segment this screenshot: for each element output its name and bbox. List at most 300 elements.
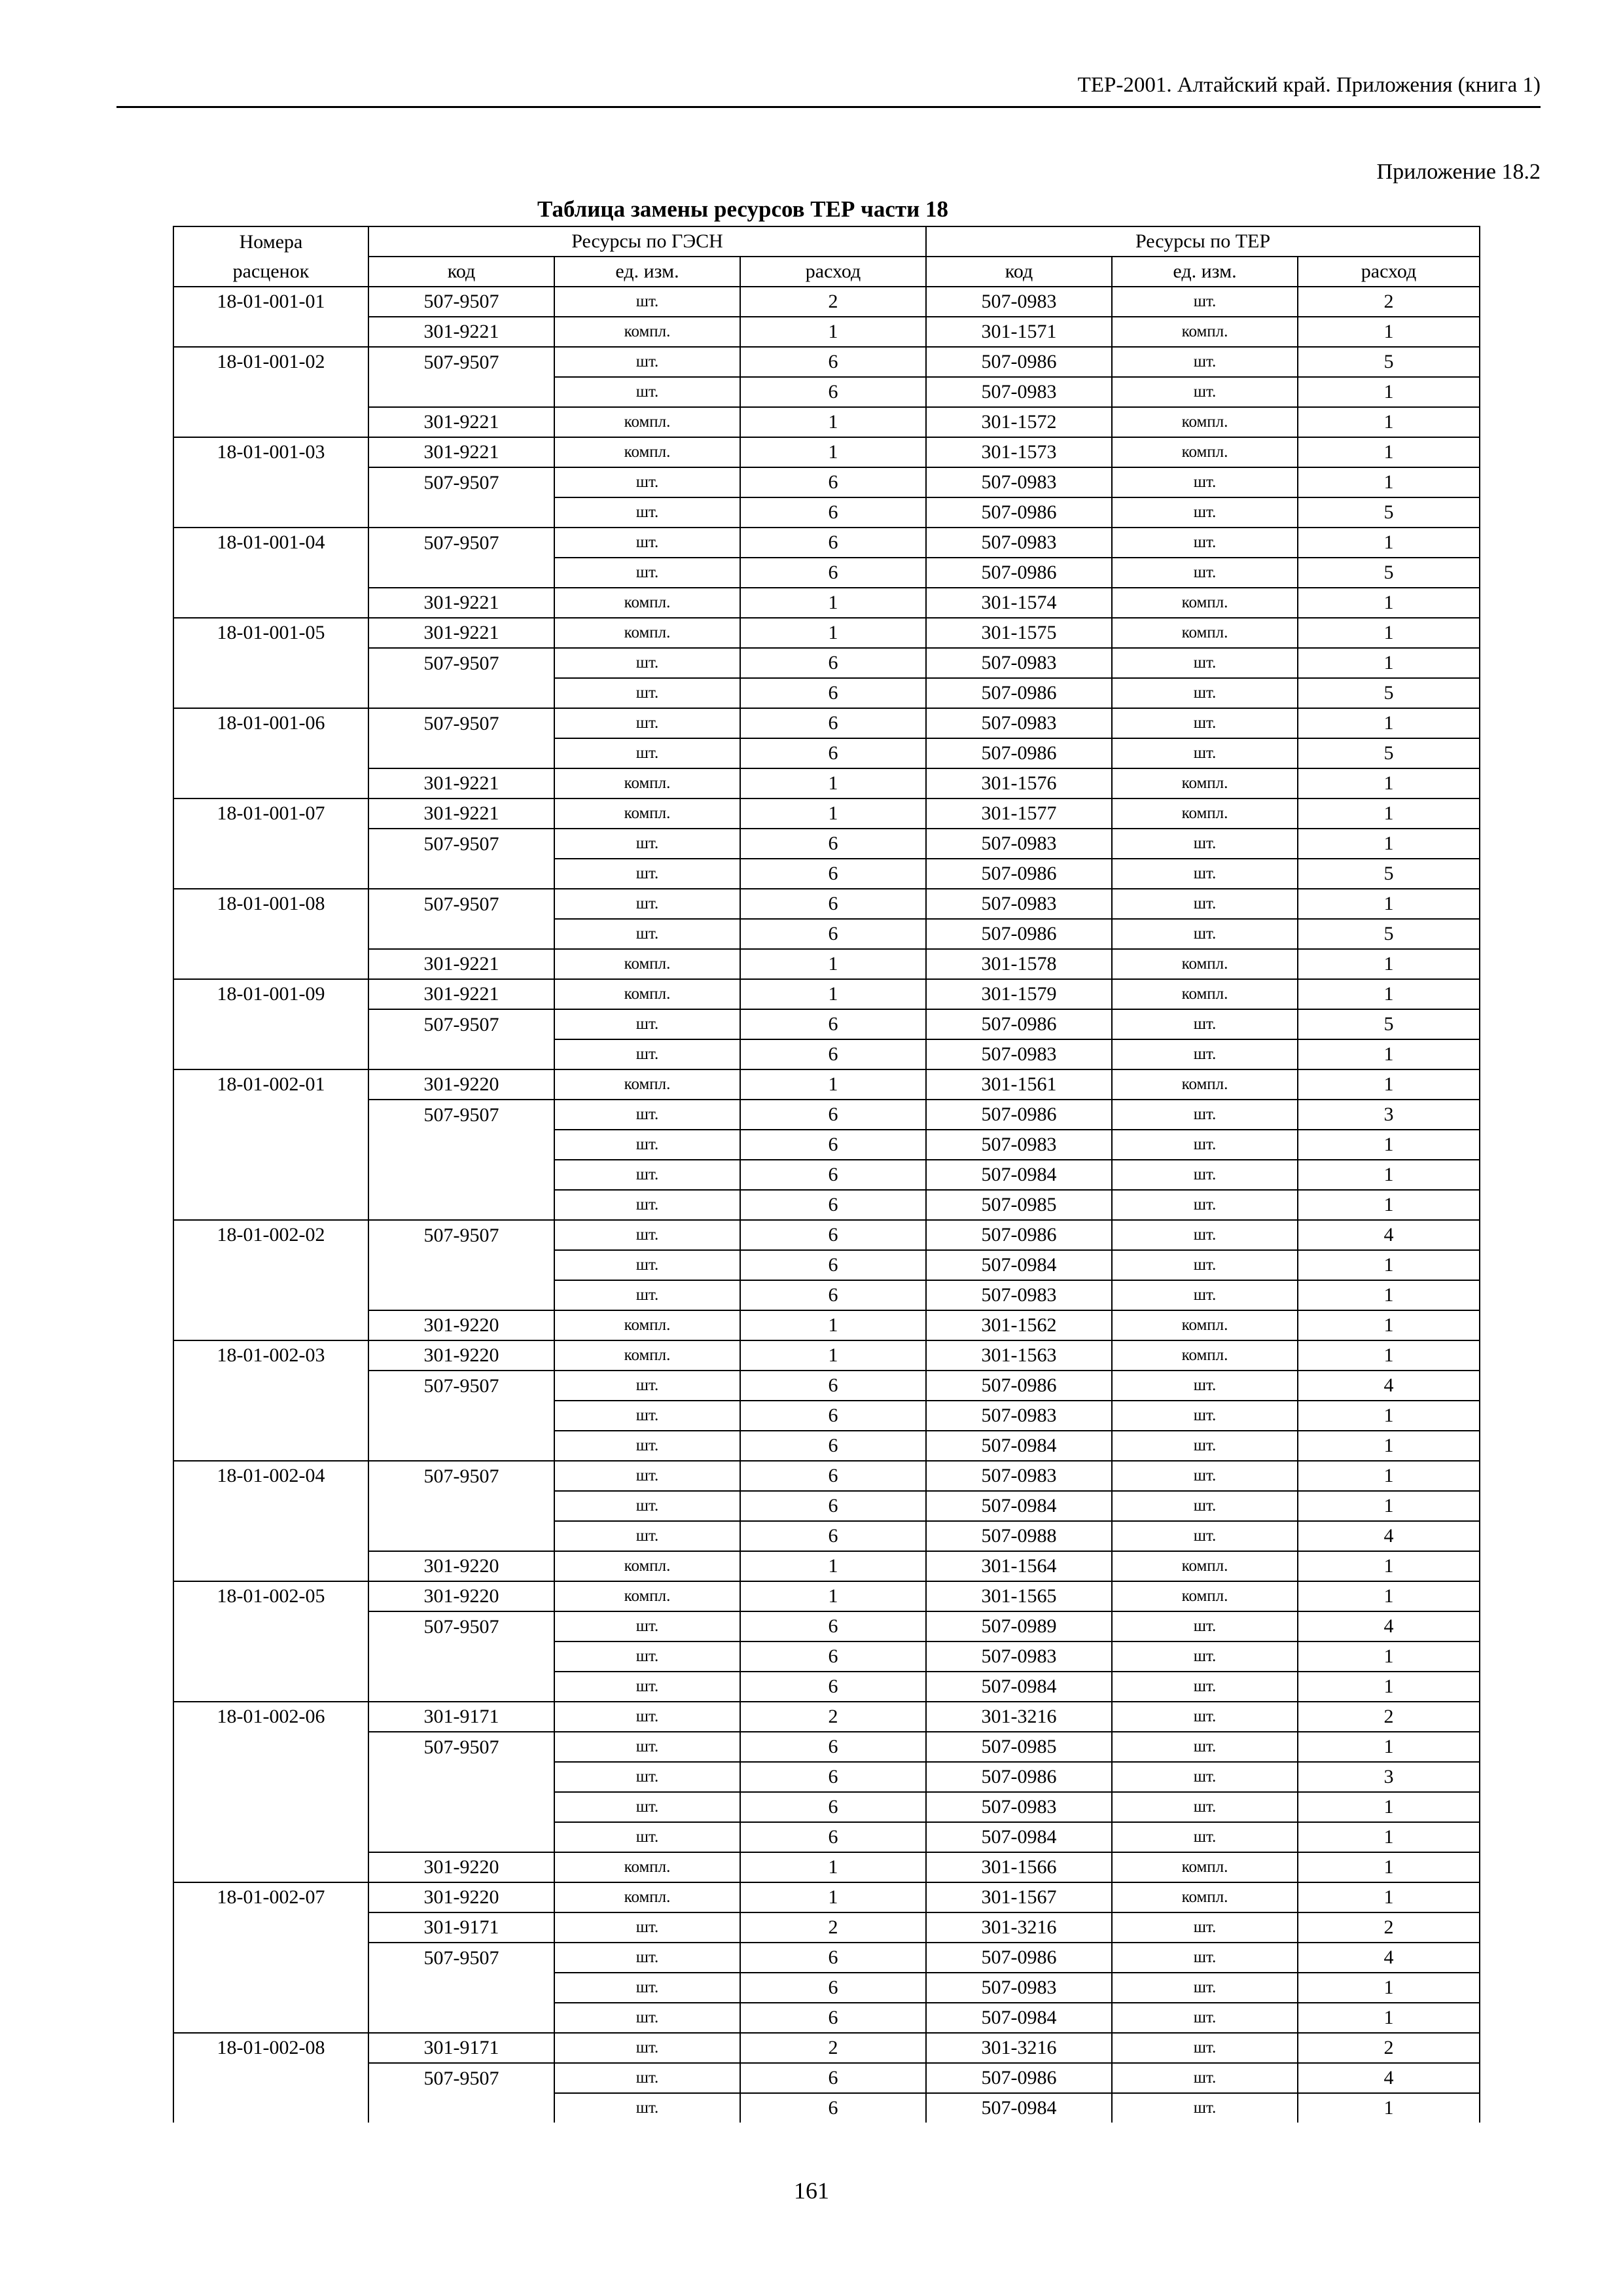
table-row (173, 678, 1480, 708)
appendix-label: Приложение 18.2 (1376, 160, 1541, 184)
table-row (173, 1822, 1480, 1852)
gesn-unit-cell: компл. (554, 1310, 740, 1340)
rate-number: 18-01-002-06 (173, 1702, 368, 1882)
ter-unit-cell: шт. (1112, 377, 1298, 407)
gesn-code-cell (368, 1521, 554, 1551)
ter-code-cell: 507-0986 (926, 1943, 1112, 1973)
ter-amount-cell: 1 (1298, 1250, 1480, 1280)
table-row (173, 1100, 1480, 1130)
table-row (173, 1401, 1480, 1431)
ter-code-cell: 507-0983 (926, 1973, 1112, 2003)
ter-amount-cell: 1 (1298, 437, 1480, 467)
ter-amount-cell: 3 (1298, 1100, 1480, 1130)
table-row (173, 1672, 1480, 1702)
ter-unit-cell: шт. (1112, 467, 1298, 497)
ter-amount-cell: 1 (1298, 1822, 1480, 1852)
ter-unit-cell: шт. (1112, 497, 1298, 528)
table-row (173, 1581, 1480, 1611)
ter-code-cell: 507-0984 (926, 1250, 1112, 1280)
gesn-amount-cell: 1 (740, 437, 926, 467)
gesn-code-cell: 507-9507 (368, 829, 554, 859)
gesn-code-cell: 507-9507 (368, 1009, 554, 1039)
ter-amount-cell: 1 (1298, 1641, 1480, 1672)
gesn-amount-cell: 6 (740, 1822, 926, 1852)
ter-amount-cell: 1 (1298, 1852, 1480, 1882)
ter-amount-cell: 4 (1298, 2063, 1480, 2093)
ter-amount-cell: 1 (1298, 1340, 1480, 1371)
table-row (173, 1551, 1480, 1581)
ter-unit-cell: шт. (1112, 2093, 1298, 2123)
gesn-amount-cell: 1 (740, 979, 926, 1009)
gesn-amount-cell: 1 (740, 407, 926, 437)
gesn-amount-cell: 1 (740, 768, 926, 798)
gesn-unit-cell: шт. (554, 738, 740, 768)
ter-code-cell: 301-3216 (926, 1702, 1112, 1732)
gesn-unit-cell: шт. (554, 1250, 740, 1280)
gesn-amount-cell: 2 (740, 1912, 926, 1943)
gesn-unit-cell: шт. (554, 1160, 740, 1190)
rate-number: 18-01-001-08 (173, 889, 368, 979)
ter-amount-cell: 1 (1298, 979, 1480, 1009)
gesn-amount-cell: 6 (740, 467, 926, 497)
gesn-amount-cell: 6 (740, 497, 926, 528)
table-row (173, 1190, 1480, 1220)
gesn-amount-cell: 6 (740, 1762, 926, 1792)
gesn-code-cell (368, 1973, 554, 2003)
ter-code-cell: 507-0984 (926, 2093, 1112, 2123)
table-row (173, 1009, 1480, 1039)
gesn-unit-cell: компл. (554, 437, 740, 467)
gesn-amount-cell: 6 (740, 1220, 926, 1250)
ter-amount-cell: 1 (1298, 1672, 1480, 1702)
header-gesn-unit: ед. изм. (554, 257, 740, 287)
ter-unit-cell: шт. (1112, 1250, 1298, 1280)
ter-code-cell: 301-1564 (926, 1551, 1112, 1581)
table-row (173, 1310, 1480, 1340)
ter-amount-cell: 1 (1298, 2003, 1480, 2033)
ter-code-cell: 507-0983 (926, 1130, 1112, 1160)
ter-unit-cell: шт. (1112, 1280, 1298, 1310)
table-row (173, 2093, 1480, 2123)
ter-amount-cell: 1 (1298, 648, 1480, 678)
ter-unit-cell: шт. (1112, 1130, 1298, 1160)
ter-amount-cell: 1 (1298, 1461, 1480, 1491)
ter-code-cell: 507-0983 (926, 1792, 1112, 1822)
running-header: ТЕР-2001. Алтайский край. Приложения (книга 1) (1077, 73, 1541, 97)
resource-replacement-table (173, 226, 1480, 2123)
ter-unit-cell: шт. (1112, 1009, 1298, 1039)
ter-amount-cell: 2 (1298, 1702, 1480, 1732)
gesn-code-cell (368, 1672, 554, 1702)
gesn-code-cell: 507-9507 (368, 889, 554, 919)
gesn-code-cell (368, 1822, 554, 1852)
gesn-amount-cell: 1 (740, 1551, 926, 1581)
gesn-unit-cell: компл. (554, 768, 740, 798)
gesn-code-cell: 507-9507 (368, 1943, 554, 1973)
gesn-unit-cell: компл. (554, 618, 740, 648)
gesn-unit-cell: шт. (554, 467, 740, 497)
table-row (173, 1069, 1480, 1100)
ter-code-cell: 507-0983 (926, 1461, 1112, 1491)
ter-amount-cell: 1 (1298, 1160, 1480, 1190)
ter-amount-cell: 5 (1298, 859, 1480, 889)
ter-unit-cell: шт. (1112, 1220, 1298, 1250)
table-row (173, 1973, 1480, 2003)
table-row (173, 919, 1480, 949)
table-title: Таблица замены ресурсов ТЕР части 18 (537, 196, 948, 222)
gesn-amount-cell: 1 (740, 588, 926, 618)
ter-amount-cell: 5 (1298, 558, 1480, 588)
ter-amount-cell: 1 (1298, 1190, 1480, 1220)
ter-unit-cell: шт. (1112, 1672, 1298, 1702)
table-row (173, 1160, 1480, 1190)
page-number: 161 (794, 2178, 829, 2204)
gesn-unit-cell: шт. (554, 558, 740, 588)
ter-amount-cell: 1 (1298, 588, 1480, 618)
gesn-unit-cell: компл. (554, 798, 740, 829)
ter-unit-cell: шт. (1112, 2033, 1298, 2063)
ter-code-cell: 507-0988 (926, 1521, 1112, 1551)
ter-amount-cell: 1 (1298, 1039, 1480, 1069)
gesn-code-cell: 301-9221 (368, 979, 554, 1009)
gesn-amount-cell: 6 (740, 1130, 926, 1160)
gesn-code-cell: 507-9507 (368, 467, 554, 497)
ter-code-cell: 507-0983 (926, 829, 1112, 859)
gesn-unit-cell: шт. (554, 1371, 740, 1401)
gesn-unit-cell: шт. (554, 678, 740, 708)
ter-amount-cell: 5 (1298, 347, 1480, 377)
table-row (173, 979, 1480, 1009)
gesn-code-cell (368, 1250, 554, 1280)
ter-code-cell: 507-0983 (926, 377, 1112, 407)
table-row (173, 1882, 1480, 1912)
ter-amount-cell: 1 (1298, 1973, 1480, 2003)
ter-amount-cell: 1 (1298, 407, 1480, 437)
gesn-amount-cell: 6 (740, 678, 926, 708)
gesn-code-cell: 507-9507 (368, 648, 554, 678)
gesn-unit-cell: шт. (554, 1100, 740, 1130)
table-row (173, 528, 1480, 558)
table-row (173, 708, 1480, 738)
table-row (173, 1220, 1480, 1250)
ter-code-cell: 507-0983 (926, 1401, 1112, 1431)
gesn-code-cell (368, 558, 554, 588)
rate-number: 18-01-001-02 (173, 347, 368, 437)
gesn-amount-cell: 6 (740, 1672, 926, 1702)
gesn-code-cell: 301-9171 (368, 1702, 554, 1732)
rate-number: 18-01-001-04 (173, 528, 368, 618)
ter-amount-cell: 1 (1298, 467, 1480, 497)
gesn-unit-cell: шт. (554, 1431, 740, 1461)
ter-unit-cell: шт. (1112, 1702, 1298, 1732)
gesn-amount-cell: 6 (740, 2063, 926, 2093)
gesn-amount-cell: 6 (740, 1401, 926, 1431)
gesn-amount-cell: 6 (740, 558, 926, 588)
gesn-unit-cell: шт. (554, 889, 740, 919)
gesn-amount-cell: 6 (740, 1100, 926, 1130)
ter-unit-cell: шт. (1112, 1912, 1298, 1943)
gesn-code-cell: 507-9507 (368, 2063, 554, 2093)
ter-code-cell: 507-0986 (926, 738, 1112, 768)
rate-number: 18-01-002-08 (173, 2033, 368, 2123)
gesn-amount-cell: 1 (740, 1882, 926, 1912)
gesn-amount-cell: 6 (740, 859, 926, 889)
ter-code-cell: 507-0983 (926, 889, 1112, 919)
gesn-unit-cell: шт. (554, 1943, 740, 1973)
ter-unit-cell: шт. (1112, 738, 1298, 768)
gesn-code-cell: 301-9220 (368, 1581, 554, 1611)
ter-amount-cell: 1 (1298, 1551, 1480, 1581)
gesn-code-cell: 507-9507 (368, 1100, 554, 1130)
gesn-code-cell: 507-9507 (368, 347, 554, 377)
gesn-amount-cell: 2 (740, 2033, 926, 2063)
gesn-code-cell (368, 1190, 554, 1220)
gesn-code-cell (368, 1792, 554, 1822)
gesn-unit-cell: компл. (554, 1852, 740, 1882)
gesn-unit-cell: шт. (554, 1792, 740, 1822)
ter-code-cell: 507-0985 (926, 1190, 1112, 1220)
ter-amount-cell: 2 (1298, 2033, 1480, 2063)
header-rule (116, 106, 1541, 108)
ter-unit-cell: шт. (1112, 1641, 1298, 1672)
table-row (173, 2003, 1480, 2033)
gesn-code-cell: 301-9221 (368, 618, 554, 648)
gesn-code-cell: 301-9221 (368, 768, 554, 798)
ter-amount-cell: 1 (1298, 1491, 1480, 1521)
gesn-unit-cell: шт. (554, 1190, 740, 1220)
table-row (173, 558, 1480, 588)
gesn-amount-cell: 6 (740, 889, 926, 919)
ter-code-cell: 507-0983 (926, 1280, 1112, 1310)
table-row (173, 1732, 1480, 1762)
ter-unit-cell: шт. (1112, 1822, 1298, 1852)
gesn-unit-cell: компл. (554, 1069, 740, 1100)
gesn-unit-cell: шт. (554, 2063, 740, 2093)
ter-unit-cell: шт. (1112, 2063, 1298, 2093)
table-row (173, 1491, 1480, 1521)
ter-unit-cell: шт. (1112, 678, 1298, 708)
ter-code-cell: 507-0989 (926, 1611, 1112, 1641)
ter-code-cell: 507-0983 (926, 708, 1112, 738)
gesn-amount-cell: 6 (740, 528, 926, 558)
ter-amount-cell: 1 (1298, 889, 1480, 919)
gesn-amount-cell: 6 (740, 829, 926, 859)
gesn-unit-cell: компл. (554, 1581, 740, 1611)
ter-code-cell: 301-1563 (926, 1340, 1112, 1371)
table-row (173, 1912, 1480, 1943)
gesn-amount-cell: 1 (740, 1310, 926, 1340)
ter-amount-cell: 1 (1298, 1882, 1480, 1912)
table-row (173, 889, 1480, 919)
gesn-code-cell: 301-9171 (368, 2033, 554, 2063)
ter-unit-cell: шт. (1112, 1973, 1298, 2003)
gesn-code-cell: 507-9507 (368, 287, 554, 317)
ter-unit-cell: компл. (1112, 437, 1298, 467)
table-row (173, 407, 1480, 437)
gesn-unit-cell: компл. (554, 1340, 740, 1371)
table-row (173, 1250, 1480, 1280)
ter-unit-cell: компл. (1112, 1310, 1298, 1340)
table-row (173, 1371, 1480, 1401)
ter-code-cell: 301-1578 (926, 949, 1112, 979)
ter-amount-cell: 4 (1298, 1611, 1480, 1641)
gesn-amount-cell: 1 (740, 798, 926, 829)
table-row (173, 347, 1480, 377)
gesn-unit-cell: компл. (554, 317, 740, 347)
ter-code-cell: 301-3216 (926, 2033, 1112, 2063)
rate-number: 18-01-001-09 (173, 979, 368, 1069)
gesn-unit-cell: шт. (554, 1641, 740, 1672)
table-row (173, 437, 1480, 467)
ter-amount-cell: 1 (1298, 1310, 1480, 1340)
ter-code-cell: 507-0986 (926, 1371, 1112, 1401)
header-gesn-group: Ресурсы по ГЭСН (368, 226, 926, 257)
gesn-unit-cell: шт. (554, 1732, 740, 1762)
ter-unit-cell: компл. (1112, 1551, 1298, 1581)
table-row (173, 859, 1480, 889)
gesn-unit-cell: компл. (554, 407, 740, 437)
gesn-code-cell (368, 377, 554, 407)
ter-code-cell: 507-0986 (926, 1100, 1112, 1130)
header-number-top: Номера (173, 226, 368, 257)
gesn-amount-cell: 6 (740, 1611, 926, 1641)
table-row (173, 1039, 1480, 1069)
gesn-code-cell (368, 678, 554, 708)
gesn-unit-cell: шт. (554, 2093, 740, 2123)
gesn-amount-cell: 6 (740, 1009, 926, 1039)
ter-unit-cell: компл. (1112, 1581, 1298, 1611)
gesn-amount-cell: 6 (740, 1732, 926, 1762)
gesn-code-cell (368, 2003, 554, 2033)
table-row (173, 2063, 1480, 2093)
ter-amount-cell: 5 (1298, 678, 1480, 708)
gesn-amount-cell: 6 (740, 919, 926, 949)
gesn-amount-cell: 1 (740, 1581, 926, 1611)
gesn-amount-cell: 1 (740, 317, 926, 347)
ter-code-cell: 301-1565 (926, 1581, 1112, 1611)
gesn-amount-cell: 6 (740, 1792, 926, 1822)
rate-number: 18-01-002-07 (173, 1882, 368, 2033)
gesn-amount-cell: 6 (740, 1160, 926, 1190)
rate-number: 18-01-001-07 (173, 798, 368, 889)
ter-code-cell: 301-1573 (926, 437, 1112, 467)
table-row (173, 497, 1480, 528)
ter-code-cell: 507-0986 (926, 678, 1112, 708)
table-row (173, 317, 1480, 347)
ter-amount-cell: 1 (1298, 949, 1480, 979)
header-ter-code: код (926, 257, 1112, 287)
ter-unit-cell: шт. (1112, 1943, 1298, 1973)
gesn-unit-cell: шт. (554, 859, 740, 889)
ter-amount-cell: 1 (1298, 317, 1480, 347)
gesn-code-cell (368, 738, 554, 768)
header-gesn-code: код (368, 257, 554, 287)
gesn-unit-cell: шт. (554, 1822, 740, 1852)
ter-unit-cell: шт. (1112, 1521, 1298, 1551)
ter-code-cell: 301-1572 (926, 407, 1112, 437)
rate-number: 18-01-001-05 (173, 618, 368, 708)
ter-unit-cell: компл. (1112, 1852, 1298, 1882)
ter-unit-cell: шт. (1112, 1371, 1298, 1401)
ter-amount-cell: 4 (1298, 1521, 1480, 1551)
ter-code-cell: 301-1561 (926, 1069, 1112, 1100)
gesn-code-cell: 301-9221 (368, 407, 554, 437)
ter-amount-cell: 1 (1298, 1732, 1480, 1762)
table-row (173, 949, 1480, 979)
gesn-code-cell: 507-9507 (368, 1732, 554, 1762)
ter-code-cell: 507-0984 (926, 1672, 1112, 1702)
ter-amount-cell: 2 (1298, 287, 1480, 317)
table-row (173, 1762, 1480, 1792)
gesn-code-cell: 301-9220 (368, 1310, 554, 1340)
gesn-code-cell: 507-9507 (368, 1611, 554, 1641)
ter-unit-cell: шт. (1112, 347, 1298, 377)
gesn-unit-cell: компл. (554, 1882, 740, 1912)
ter-amount-cell: 1 (1298, 798, 1480, 829)
ter-code-cell: 507-0984 (926, 2003, 1112, 2033)
ter-code-cell: 301-1571 (926, 317, 1112, 347)
gesn-unit-cell: шт. (554, 1672, 740, 1702)
gesn-code-cell (368, 497, 554, 528)
gesn-unit-cell: шт. (554, 347, 740, 377)
ter-amount-cell: 1 (1298, 1130, 1480, 1160)
ter-amount-cell: 1 (1298, 618, 1480, 648)
ter-code-cell: 301-1577 (926, 798, 1112, 829)
gesn-code-cell: 507-9507 (368, 708, 554, 738)
gesn-amount-cell: 2 (740, 287, 926, 317)
ter-unit-cell: компл. (1112, 1069, 1298, 1100)
gesn-amount-cell: 6 (740, 1461, 926, 1491)
ter-unit-cell: компл. (1112, 407, 1298, 437)
ter-code-cell: 507-0986 (926, 1220, 1112, 1250)
gesn-unit-cell: шт. (554, 1702, 740, 1732)
gesn-code-cell: 301-9221 (368, 317, 554, 347)
rate-number: 18-01-002-05 (173, 1581, 368, 1702)
ter-unit-cell: шт. (1112, 1039, 1298, 1069)
gesn-code-cell: 301-9220 (368, 1551, 554, 1581)
gesn-unit-cell: шт. (554, 1009, 740, 1039)
gesn-amount-cell: 1 (740, 1069, 926, 1100)
gesn-unit-cell: шт. (554, 1762, 740, 1792)
gesn-unit-cell: компл. (554, 979, 740, 1009)
gesn-code-cell (368, 919, 554, 949)
ter-unit-cell: компл. (1112, 1340, 1298, 1371)
ter-code-cell: 507-0984 (926, 1822, 1112, 1852)
ter-unit-cell: шт. (1112, 1732, 1298, 1762)
gesn-code-cell: 301-9221 (368, 798, 554, 829)
gesn-amount-cell: 6 (740, 377, 926, 407)
table-row (173, 287, 1480, 317)
gesn-code-cell: 507-9507 (368, 528, 554, 558)
ter-amount-cell: 5 (1298, 738, 1480, 768)
gesn-amount-cell: 6 (740, 2093, 926, 2123)
ter-unit-cell: компл. (1112, 317, 1298, 347)
ter-code-cell: 507-0983 (926, 1641, 1112, 1672)
ter-code-cell: 507-0984 (926, 1431, 1112, 1461)
gesn-amount-cell: 2 (740, 1702, 926, 1732)
table-row (173, 1461, 1480, 1491)
gesn-code-cell: 301-9221 (368, 949, 554, 979)
rate-number: 18-01-002-04 (173, 1461, 368, 1581)
gesn-unit-cell: шт. (554, 1401, 740, 1431)
ter-unit-cell: шт. (1112, 1461, 1298, 1491)
gesn-code-cell: 301-9221 (368, 437, 554, 467)
table-row (173, 1130, 1480, 1160)
ter-code-cell: 507-0984 (926, 1160, 1112, 1190)
ter-code-cell: 507-0983 (926, 528, 1112, 558)
gesn-code-cell: 507-9507 (368, 1461, 554, 1491)
table-row (173, 1852, 1480, 1882)
